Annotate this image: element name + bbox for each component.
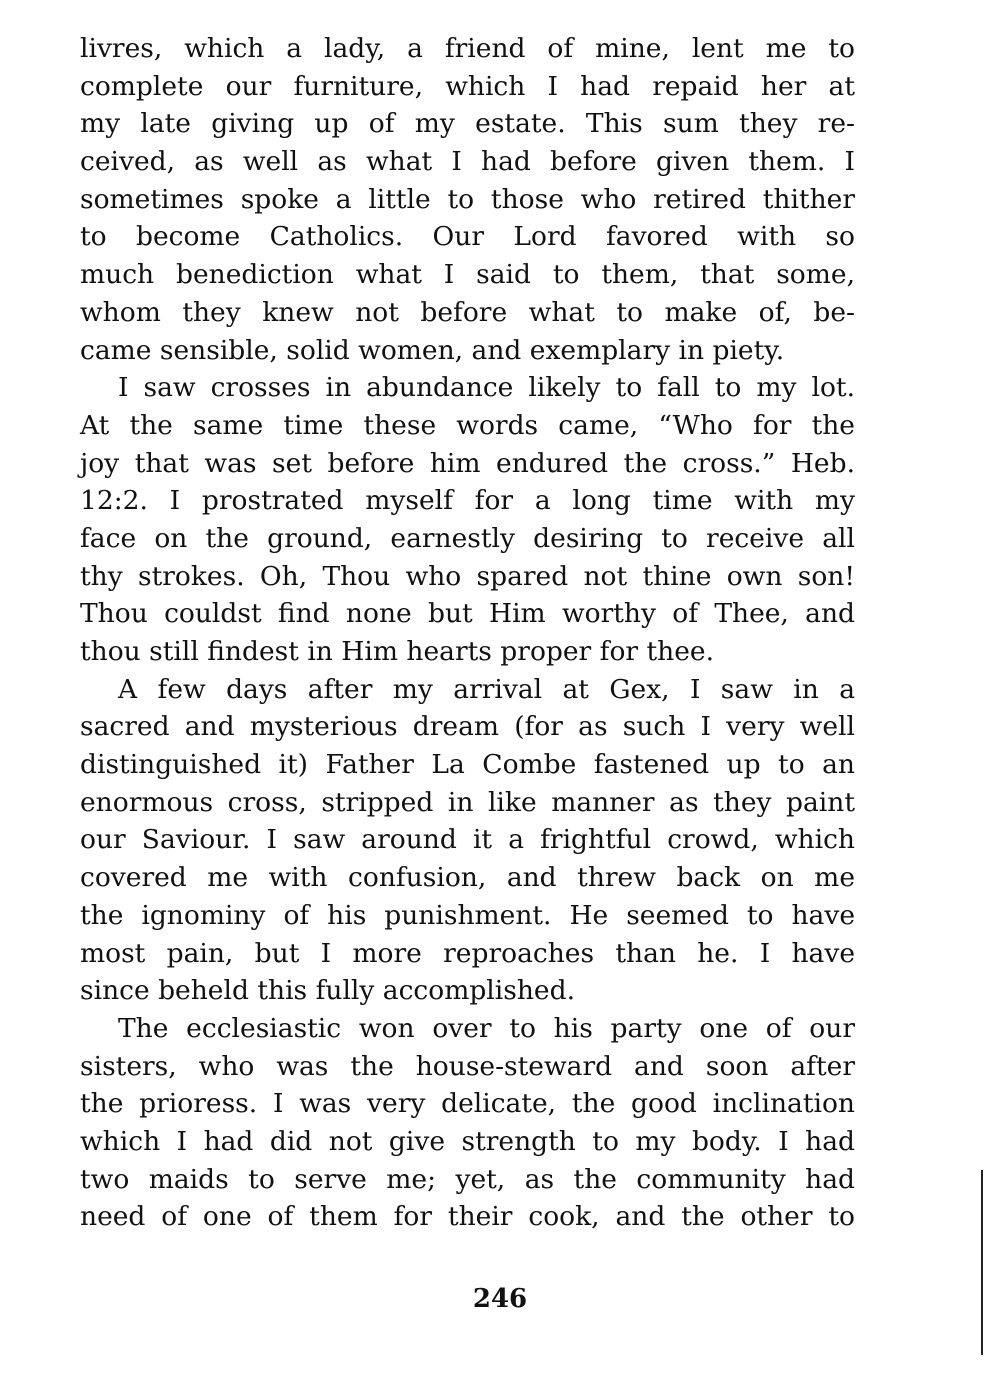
page-number: 246 — [472, 1284, 528, 1314]
text-line: Thou couldst find none but Him worthy of Thee, and — [80, 598, 855, 630]
text-line: thy strokes. Oh, Thou who spared not thine own son! — [80, 560, 855, 592]
text-line: livres, which a lady, a friend of mine, lent me to — [80, 33, 855, 64]
text-line: A few days after my arrival at Gex, I saw in a — [118, 673, 855, 705]
text-line: I saw crosses in abundance likely to fall to my lot. — [118, 372, 855, 404]
text-line: most pain, but I more reproaches than he. I have — [80, 937, 855, 969]
text-line: ceived, as well as what I had before given them. I — [80, 146, 855, 178]
text-line: sacred and mysterious dream (for as such I very well — [80, 711, 855, 743]
text-line: complete our furniture, which I had repaid her at — [80, 70, 855, 102]
text-line: thou still findest in Him hearts proper for thee. — [80, 636, 714, 667]
text-line: face on the ground, earnestly desiring to receive all — [80, 522, 855, 554]
page-edge-line — [981, 1170, 983, 1355]
text-line: our Saviour. I saw around it a frightful crowd, which — [80, 824, 855, 856]
text-line: enormous cross, stripped in like manner as they paint — [80, 786, 855, 818]
text-line: sometimes spoke a little to those who retired thither — [80, 183, 855, 215]
text-line: sisters, who was the house-steward and soon after — [80, 1050, 855, 1082]
text-line: much benediction what I said to them, that some, — [80, 259, 855, 291]
text-line: came sensible, solid women, and exemplary in piety. — [80, 334, 785, 366]
text-line: 12:2. I prostrated myself for a long time with my — [80, 485, 855, 517]
text-line: covered me with confusion, and threw back on me — [80, 862, 855, 894]
text-line: the ignominy of his punishment. He seemed to have — [80, 899, 855, 931]
text-line: joy that was set before him endured the cross.” Heb. — [80, 447, 855, 479]
text-line: whom they knew not before what to make of, be- — [80, 296, 855, 328]
text-line: the prioress. I was very delicate, the good inclination — [80, 1088, 855, 1120]
text-line: since beheld this fully accomplished. — [80, 975, 575, 1007]
text-line: need of one of them for their cook, and the other to — [80, 1201, 855, 1233]
text-line: The ecclesiastic won over to his party one of our — [118, 1012, 855, 1044]
book-page-text — [80, 30, 855, 1236]
text-line: my late giving up of my estate. This sum they re- — [80, 108, 855, 140]
text-line: to become Catholics. Our Lord favored with so — [80, 221, 855, 253]
text-line: distinguished it) Father La Combe fastened up to an — [80, 749, 855, 781]
text-line: At the same time these words came, “Who for the — [80, 409, 855, 441]
text-line: two maids to serve me; yet, as the community had — [80, 1163, 855, 1195]
text-line: which I had did not give strength to my body. I had — [80, 1125, 855, 1157]
